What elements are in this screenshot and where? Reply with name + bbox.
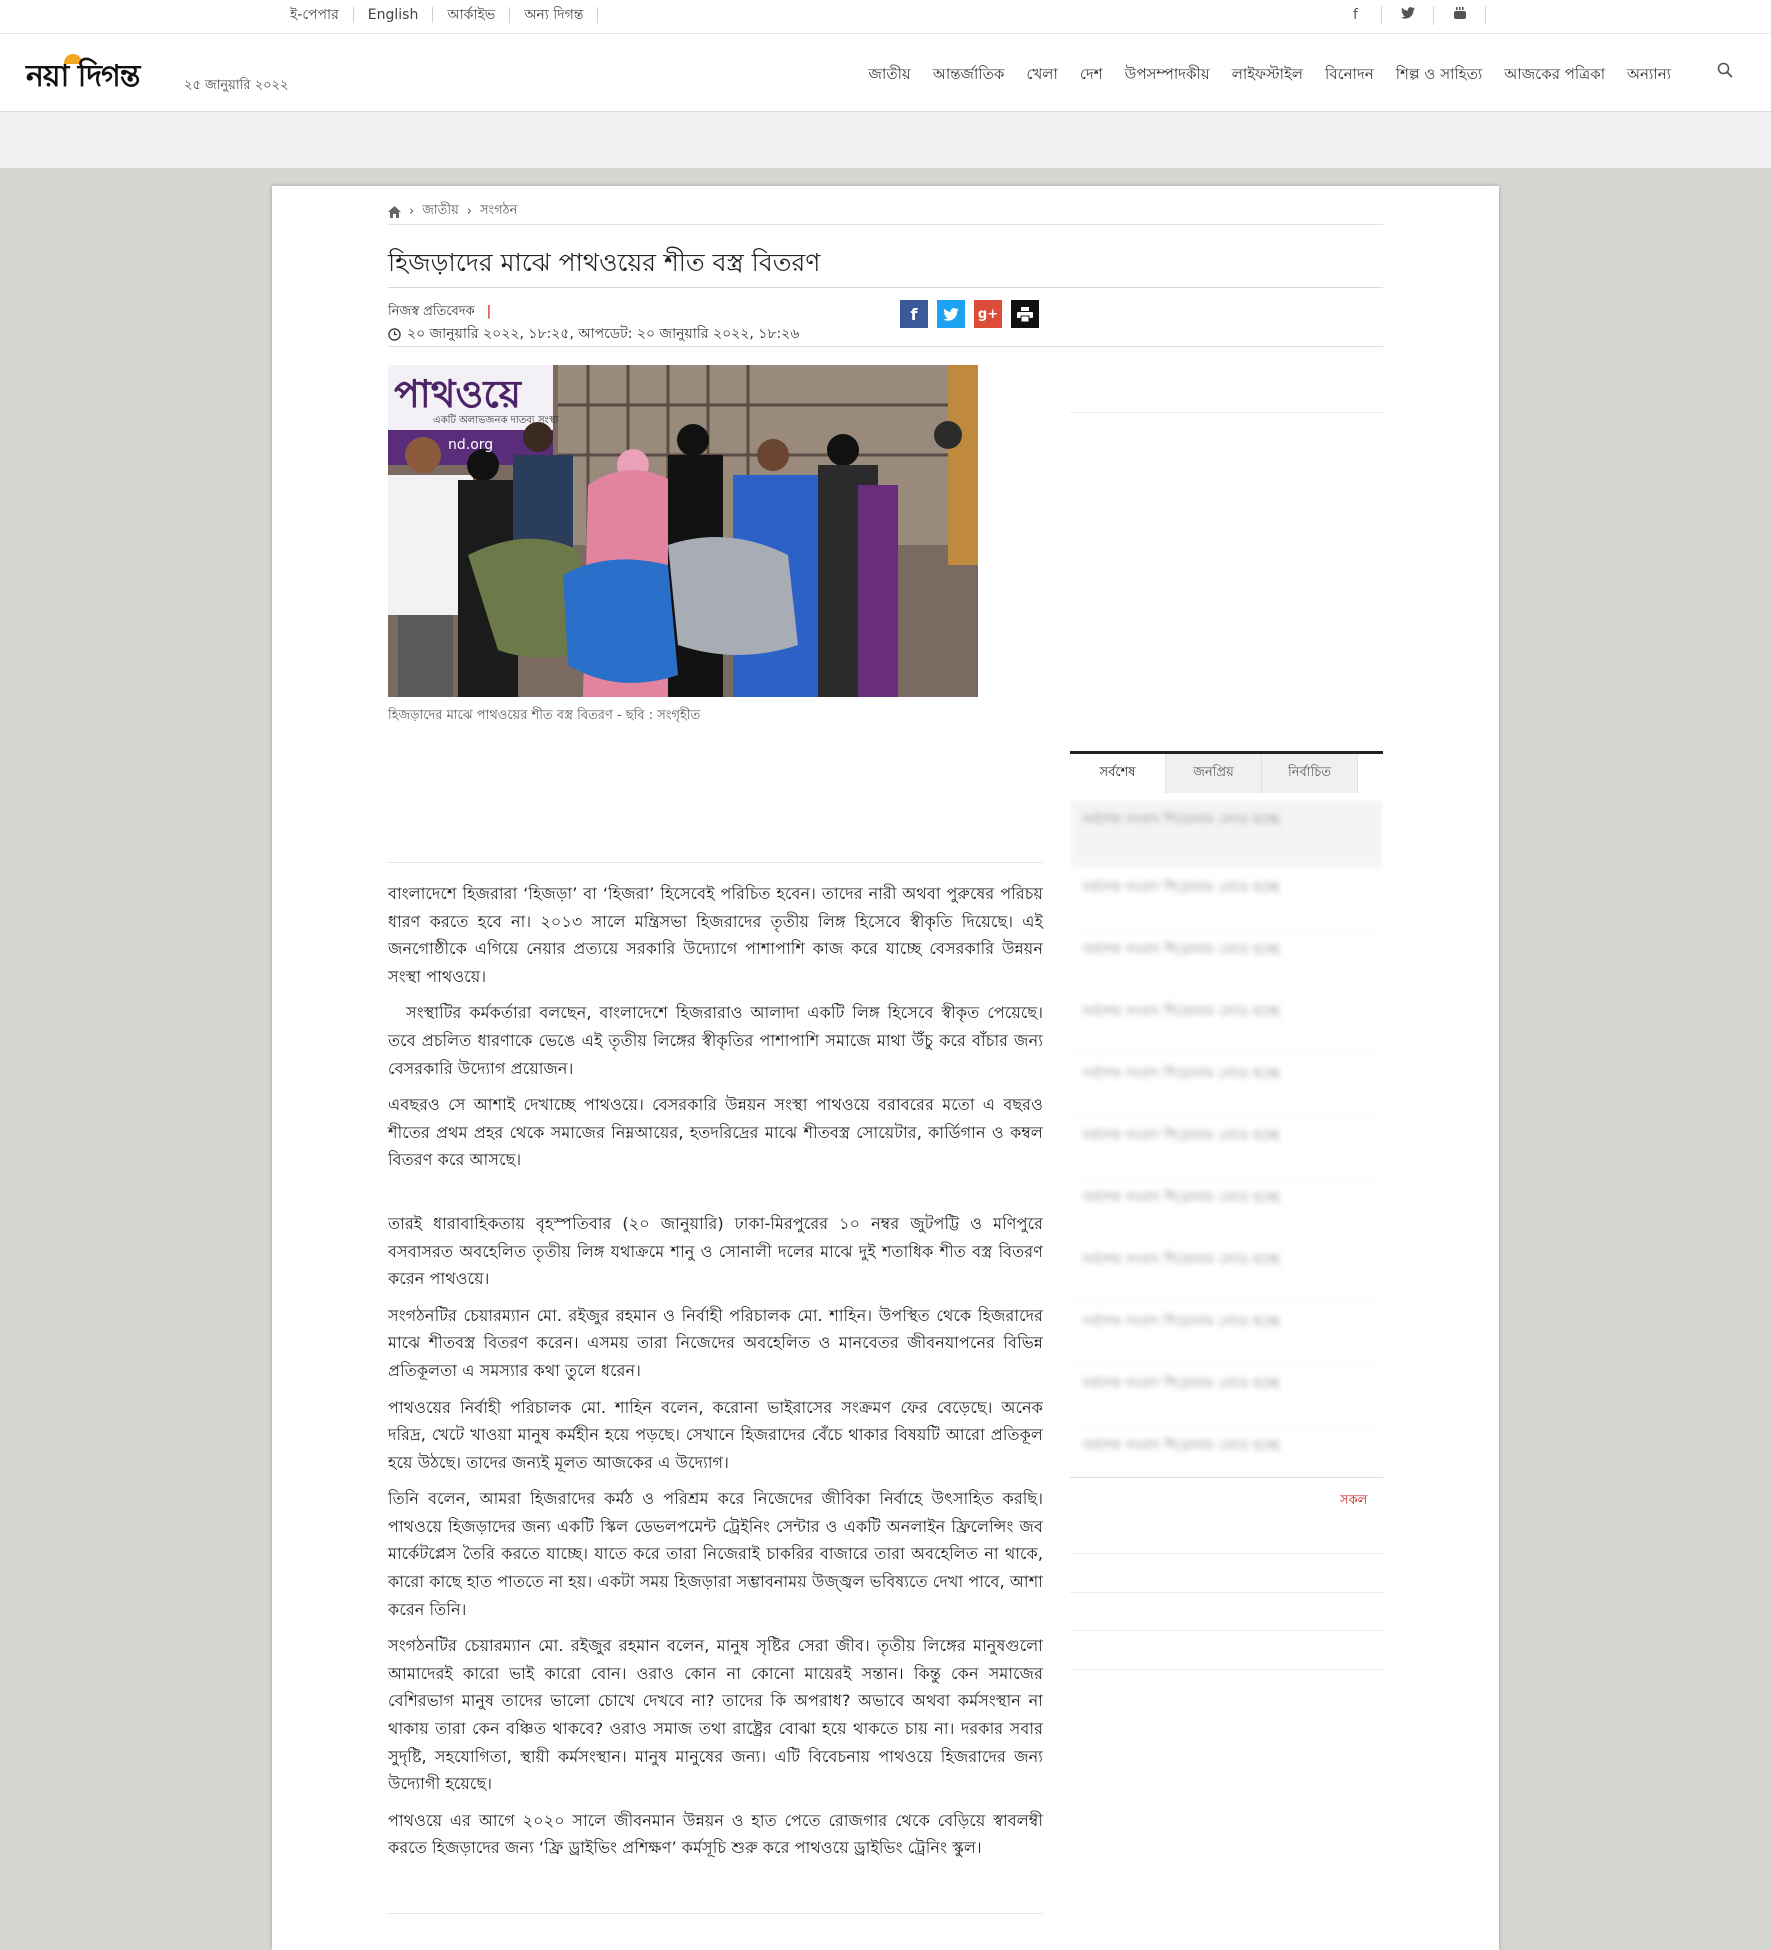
photo-banner-text: পাথওয়ে (394, 372, 522, 416)
header-date: ২৫ জানুয়ারি ২০২২ (184, 78, 289, 93)
top-link-archive[interactable]: আর্কাইভ (433, 7, 510, 23)
youtube-icon[interactable] (1434, 6, 1486, 25)
see-all-link[interactable]: সকল (1340, 1493, 1368, 1508)
nav-item-others[interactable]: অন্যান্য (1627, 65, 1671, 83)
twitter-icon[interactable] (1382, 6, 1434, 25)
nav-item-editorial[interactable]: উপসম্পাদকীয় (1124, 65, 1210, 83)
list-item[interactable]: সর্বশেষ সংবাদ শিরোনাম লোড হচ্ছে (1070, 1364, 1383, 1426)
sidebar-news-list (1070, 800, 1383, 1476)
print-icon[interactable] (1011, 300, 1039, 328)
nav-item-international[interactable]: আন্তর্জাতিক (932, 65, 1005, 83)
search-icon[interactable] (1717, 62, 1733, 78)
sidebar-divider (1070, 412, 1383, 413)
article-paragraph: সংস্থাটির কর্মকর্তারা বলছেন, বাংলাদেশে হিজরারাও আলাদা একটি লিঙ্গ হিসেবে স্বীকৃত পেয়েছে। তবে প্রচলিত ধারণাকে ভেঙে এই তৃতীয় লিঙ্গের স্বীকৃতির পাশাপাশি সমাজে মাথা উঁচু করে বাঁচার জন্য বেসরকারি উদ্যোগ প্রয়োজন। (388, 1003, 1043, 1078)
nav-item-national[interactable]: জাতীয় (868, 65, 911, 83)
sidebar-tabs (1070, 751, 1383, 793)
photo-caption: হিজড়াদের মাঝে পাথওয়ের শীত বস্ত্র বিতরণ - ছবি : সংগৃহীত (388, 708, 701, 723)
article-paragraph: এবছরও সে আশাই দেখাচ্ছে পাথওয়ে। বেসরকারি উন্নয়ন সংস্থা পাথওয়ে বরাবরের মতো এ বছরও শীতের প্রথম প্রহর থেকে সমাজের নিম্নআয়ের, হতদরিদ্রের মাঝে শীতবস্ত্র সোয়েটার, কার্ডিগান ও কম্বল বিতরণ করে আসছে। (388, 1095, 1043, 1170)
sidebar-divider (1070, 1592, 1383, 1593)
ad-band (0, 112, 1771, 168)
main-nav (847, 63, 1671, 88)
list-item[interactable]: সর্বশেষ সংবাদ শিরোনাম লোড হচ্ছে (1070, 868, 1383, 930)
google-plus-share-icon[interactable]: g+ (974, 300, 1002, 328)
nav-item-country[interactable]: দেশ (1079, 65, 1103, 83)
breadcrumb-separator: › (409, 204, 415, 219)
article-paragraph: বাংলাদেশে হিজরারা ‘হিজড়া’ বা ‘হিজরা’ হিসেবেই পরিচিত হবেন। তাদের নারী অথবা পুরুষের পরিচয় ধারণ করতে হবে না। ২০১৩ সালে মন্ত্রিসভা হিজরাদের তৃতীয় লিঙ্গ হিসেবে স্বীকৃতি দিয়েছে। এই জনগোষ্ঠীকে এগিয়ে নেয়ার প্রত্যয়ে সরকারি উদ্যোগে পাশাপাশি কাজ করে যাচ্ছে বেসরকারি উন্নয়ন সংস্থা পাথওয়ে। (388, 884, 1043, 986)
nav-item-entertainment[interactable]: বিনোদন (1324, 65, 1374, 83)
article-title: হিজড়াদের মাঝে পাথওয়ের শীত বস্ত্র বিতরণ (388, 243, 1383, 288)
nav-item-todays-paper[interactable]: আজকের পত্রিকা (1504, 65, 1606, 83)
article-meta (388, 300, 1383, 347)
breadcrumb (388, 199, 1383, 225)
nav-item-art-literature[interactable]: শিল্প ও সাহিত্য (1395, 65, 1483, 83)
list-item[interactable]: সর্বশেষ সংবাদ শিরোনাম লোড হচ্ছে (1070, 1054, 1383, 1116)
list-item[interactable]: সর্বশেষ সংবাদ শিরোনাম লোড হচ্ছে (1070, 930, 1383, 992)
home-icon[interactable] (388, 206, 401, 218)
breadcrumb-item-organization[interactable]: সংগঠন (479, 203, 518, 218)
list-item[interactable]: সর্বশেষ সংবাদ শিরোনাম লোড হচ্ছে (1070, 992, 1383, 1054)
article-photo[interactable] (388, 365, 978, 697)
sidebar-divider (1070, 1669, 1383, 1670)
sidebar-divider (1070, 1553, 1383, 1554)
list-item[interactable]: সর্বশেষ সংবাদ শিরোনাম লোড হচ্ছে (1070, 1178, 1383, 1240)
article-paragraph: পাথওয়ে এর আগে ২০২০ সালে জীবনমান উন্নয়ন ও হাত পেতে রোজগার থেকে বেড়িয়ে স্বাবলম্বী করতে হিজড়াদের জন্য ‘ফ্রি ড্রাইভিং প্রশিক্ষণ’ কর্মসূচি শুরু করে পাথওয়ে ড্রাইভিং ট্রেনিং স্কুল। (388, 1810, 1043, 1858)
article-paragraph: সংগঠনটির চেয়ারম্যান মো. রইজুর রহমান ও নির্বাহী পরিচালক মো. শাহিন। উপস্থিত থেকে হিজরাদের মাঝে শীতবস্ত্র বিতরণ করেন। এসময় তারা নিজেদের অবহেলিত ও মানবেতর জীবনযাপনের বিভিন্ন প্রতিকূলতা এ সমস্যার কথা তুলে ধরেন। (388, 1305, 1043, 1380)
top-utility-bar (0, 0, 1771, 34)
article-datetime: ২০ জানুয়ারি ২০২২, ১৮:২৫, আপডেট: ২০ জানুয়ারি ২০২২, ১৮:২৬ (407, 326, 800, 342)
tab-selected[interactable]: নির্বাচিত (1262, 754, 1358, 793)
nav-item-lifestyle[interactable]: লাইফস্টাইল (1231, 65, 1303, 83)
article-body (388, 880, 1043, 1871)
photo-banner-subtitle: একটি অলাভজনক দাতব্য সংস্থা (433, 415, 559, 426)
list-item[interactable]: সর্বশেষ সংবাদ শিরোনাম লোড হচ্ছে (1070, 1426, 1383, 1476)
tab-latest[interactable]: সর্বশেষ (1070, 754, 1166, 793)
list-item[interactable]: সর্বশেষ সংবাদ শিরোনাম লোড হচ্ছে (1070, 1302, 1383, 1364)
article-paragraph: সংগঠনটির চেয়ারম্যান মো. রইজুর রহমান বলেন, মানুষ সৃষ্টির সেরা জীব। তৃতীয় লিঙ্গের মানুষগুলো আমাদেরই কারো ভাই কারো বোন। ওরাও কোন না কোনো মায়েরই সন্তান। কিন্তু কেন সমাজের বেশিরভাগ মানুষ তাদের ভালো চোখে দেখবে না? তাদের কি অপরাধ? অভাবে অথবা কর্মসংস্থান না থাকায় তারা কেন বঞ্চিত থাকবে? ওরাও সমাজ তথা রাষ্ট্রের বোঝা হয়ে থাকতে চায় না। দরকার সবার সুদৃষ্টি, সহযোগিতা, স্থায়ী কর্মসংস্থান। মানুষ মানুষের জন্য। এটি বিবেচনায় পাথওয়ে হিজরাদের জন্য উদ্যোগী হয়েছে। (388, 1636, 1043, 1794)
tab-popular[interactable]: জনপ্রিয় (1166, 754, 1262, 793)
list-item[interactable]: সর্বশেষ সংবাদ শিরোনাম লোড হচ্ছে (1070, 1240, 1383, 1302)
top-link-english[interactable]: English (354, 7, 434, 23)
article-paragraph: তিনি বলেন, আমরা হিজরাদের কর্মঠ ও পরিশ্রম করে নিজেদের জীবিকা নির্বাহে উৎসাহিত করছি। পাথওয়ে হিজড়াদের জন্য একটি স্কিল ডেভলপমেন্ট ট্রেইনিং সেন্টার ও একটি অনলাইন ফ্রিলেন্সিং জব মার্কেটপ্লেস তৈরি করতে যাচ্ছে। যাতে করে তারা নিজেরাই চাকরির বাজারে তারা অবহেলিত না থাকে, কারো কাছে হাত পাততে না হয়। একটা সময় হিজড়ারা সম্ভাবনাময় উজ্জ্বল ভবিষ্যতে দেখা পাবে, আশা করেন তিনি। (388, 1489, 1043, 1619)
facebook-share-icon[interactable]: f (900, 300, 928, 328)
social-links (1330, 6, 1486, 25)
breadcrumb-separator: › (466, 204, 472, 219)
list-item[interactable]: সর্বশেষ সংবাদ শিরোনাম লোড হচ্ছে (1070, 800, 1383, 868)
top-link-onno-diganta[interactable]: অন্য দিগন্ত (510, 7, 598, 23)
photo-banner-url: nd.org (448, 437, 494, 453)
twitter-share-icon[interactable] (937, 300, 965, 328)
breadcrumb-item-national[interactable]: জাতীয় (422, 203, 459, 218)
reporter-divider: | (486, 304, 492, 319)
reporter-name[interactable]: নিজস্ব প্রতিবেদক (388, 304, 475, 319)
sidebar-divider (1070, 1630, 1383, 1631)
share-buttons (900, 300, 1039, 328)
sidebar-divider (1070, 1477, 1383, 1478)
site-header (0, 34, 1771, 112)
list-item[interactable]: সর্বশেষ সংবাদ শিরোনাম লোড হচ্ছে (1070, 1116, 1383, 1178)
top-links (278, 7, 598, 23)
facebook-icon[interactable]: f (1330, 6, 1382, 25)
top-link-epaper[interactable]: ই-পেপার (278, 7, 354, 23)
content-divider (388, 1913, 1043, 1914)
clock-icon (388, 328, 401, 341)
site-logo[interactable]: নয়া দিগন্ত (26, 59, 140, 94)
article-paragraph: পাথওয়ের নির্বাহী পরিচালক মো. শাহিন বলেন, করোনা ভাইরাসের সংক্রমণ ফের বেড়েছে। অনেক দরিদ্র, খেটে খাওয়া মানুষ কর্মহীন হয়ে পড়ছে। সেখানে হিজরাদের বেঁচে থাকার বিষয়টি আরো প্রতিকূল হয়ে উঠছে। তাদের জন্যই মূলত আজকের এ উদ্যোগ। (388, 1397, 1043, 1472)
article-paragraph: তারই ধারাবাহিকতায় বৃহস্পতিবার (২০ জানুয়ারি) ঢাকা-মিরপুরের ১০ নম্বর জুটপট্টি ও মণিপুরে বসবাসরত অবহেলিত তৃতীয় লিঙ্গ যথাক্রমে শানু ও সোনালী দলের মাঝে দুই শতাধিক শীত বস্ত্র বিতরণ করেন পাথওয়ে। (388, 1213, 1043, 1289)
content-divider (388, 862, 1043, 863)
nav-item-sports[interactable]: খেলা (1026, 65, 1058, 83)
